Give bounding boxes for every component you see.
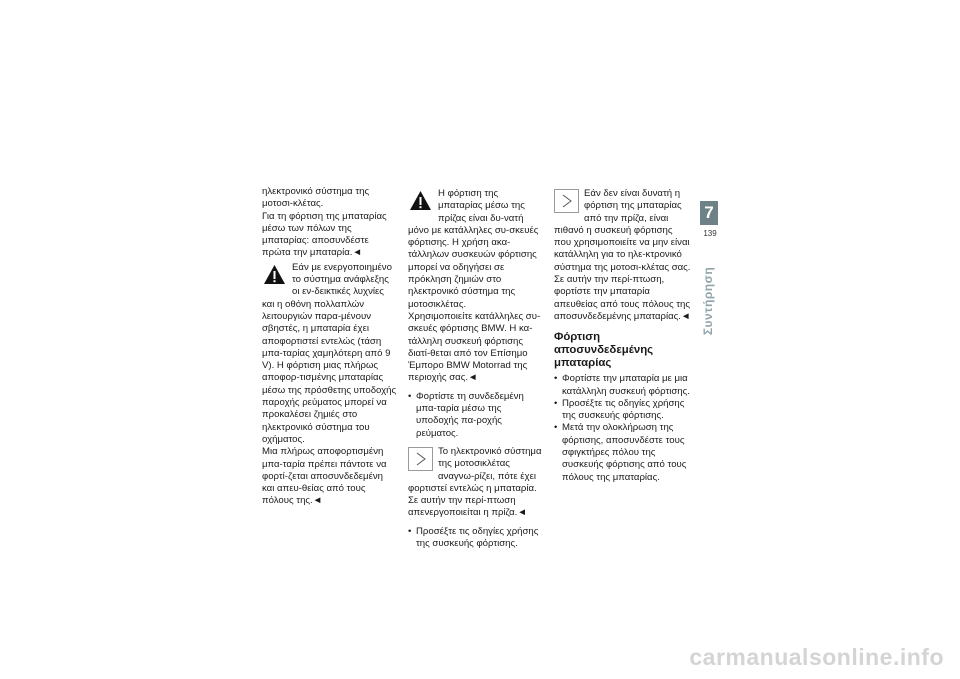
bullet-dot: •: [408, 525, 412, 537]
page-number: 139: [703, 229, 717, 238]
bullet-dot: •: [554, 422, 558, 434]
note-play-icon: [408, 447, 433, 471]
list-item: [554, 422, 692, 483]
bullet-dot: •: [554, 397, 558, 409]
paragraph: Μια πλήρως αποφορτισμένη μπα-ταρία πρέπει πάντοτε να φορτί-ζεται αποσυνδεδεμένη και απευ-θείας από τους πόλους της.◄: [262, 446, 387, 507]
list-item-text: Μετά την ολοκλήρωση της φόρτισης, αποσυνδέστε τους σφιγκτήρες πόλου της συσκευής φόρτισης από τους πόλους της μπαταρίας.: [562, 422, 687, 483]
list-item: [554, 373, 692, 398]
note-play-icon: [554, 189, 579, 213]
note-text: Εάν δεν είναι δυνατή η φόρτιση της μπαταρίας από την πρίζα, είναι πιθανό η συσκευή φόρτισης που χρησιμοποιείτε να μην είναι κατάλληλη για το ηλε-κτρονικό σύστημα της μοτοσι-κλέτας σας. Σε αυτήν την περί-πτωση, φορτίστε την μπαταρία απευθείας από τους πόλους της αποσυνδεδεμένης μπαταρίας.◄: [554, 188, 691, 322]
list-item: [408, 526, 545, 551]
warning-notice: [408, 188, 545, 311]
list-item: [408, 391, 545, 440]
warning-triangle-icon: [262, 263, 287, 287]
bullet-dot: •: [408, 390, 412, 402]
bullet-dot: •: [554, 373, 558, 385]
chapter-badge: 7: [700, 201, 718, 225]
warning-notice: [262, 262, 398, 446]
info-note: [408, 446, 545, 520]
list-item: [554, 398, 692, 423]
warning-text: Η φόρτιση της μπαταρίας μέσω της πρίζας είναι δυ-νατή μόνο με κατάλληλες συ-σκευές φόρτισης. Η χρήση ακα-τάλληλων συσκευών φόρτισης μπορεί να οδηγήσει σε πρόκληση ζημιών στο ηλεκτρονικό σύστημα της μοτοσικλέτας.: [408, 188, 539, 310]
watermark: carmanualsonline.info: [689, 644, 944, 670]
list-item-text: Προσέξτε τις οδηγίες χρήσης της συσκευής φόρτισης.: [562, 397, 685, 422]
column-1: [262, 186, 398, 508]
note-text: Το ηλεκτρονικό σύστημα της μοτοσικλέτας αναγνω-ρίζει, πότε έχει φορτιστεί εντελώς η μπαταρία. Σε αυτήν την περί-πτωση απενεργοποιείται η πρίζα.◄: [408, 445, 542, 519]
chapter-tab: [698, 262, 718, 342]
list-item-text: Φορτίστε τη συνδεδεμένη μπα-ταρία μέσω της υποδοχής πα-ροχής ρεύματος.: [416, 390, 524, 439]
column-3: [554, 186, 692, 484]
warning-triangle-icon: [408, 189, 433, 213]
paragraph: Για τη φόρτιση της μπαταρίας μέσω των πόλων της μπαταρίας: αποσυνδέστε πρώτα την μπαταρία.◄: [262, 210, 387, 259]
chapter-label: Συντήρηση: [701, 266, 715, 336]
warning-text: Εάν με ενεργοποιημένο το σύστημα ανάφλεξης οι εν-δεικτικές λυχνίες και η οθόνη πολλαπλών λειτουργιών παρα-μένουν σβηστές, η μπαταρία έχει αποφορτιστεί εντελώς (τάση μπα-ταρίας χαμηλότερη από 9 V). Η φόρτιση μιας πλήρως αποφορ-τισμένης μπαταρίας μέσω της πρόσθετης υποδοχής παροχής ρεύματος μπορεί να προκαλέσει ζημιές στο ηλεκτρονικό σύστημα του οχήματος.: [262, 261, 397, 445]
section-heading: Φόρτιση αποσυνδεδεμένης μπαταρίας: [554, 331, 654, 370]
info-note: [554, 188, 692, 323]
list-item-text: Προσέξτε τις οδηγίες χρήσης της συσκευής φόρτισης.: [416, 525, 539, 550]
column-2: [408, 186, 545, 550]
paragraph: ηλεκτρονικό σύστημα της μοτοσι-κλέτας.: [262, 186, 370, 210]
paragraph: Χρησιμοποιείτε κατάλληλες συ-σκευές φόρτισης BMW. Η κα-τάλληλη συσκευή φόρτισης διατί-θεται από τον Επίσημο Έμπορο BMW Motorrad της περιοχής σας.◄: [408, 310, 541, 384]
list-item-text: Φορτίστε την μπαταρία με μια κατάλληλη συσκευή φόρτισης.: [562, 373, 690, 397]
